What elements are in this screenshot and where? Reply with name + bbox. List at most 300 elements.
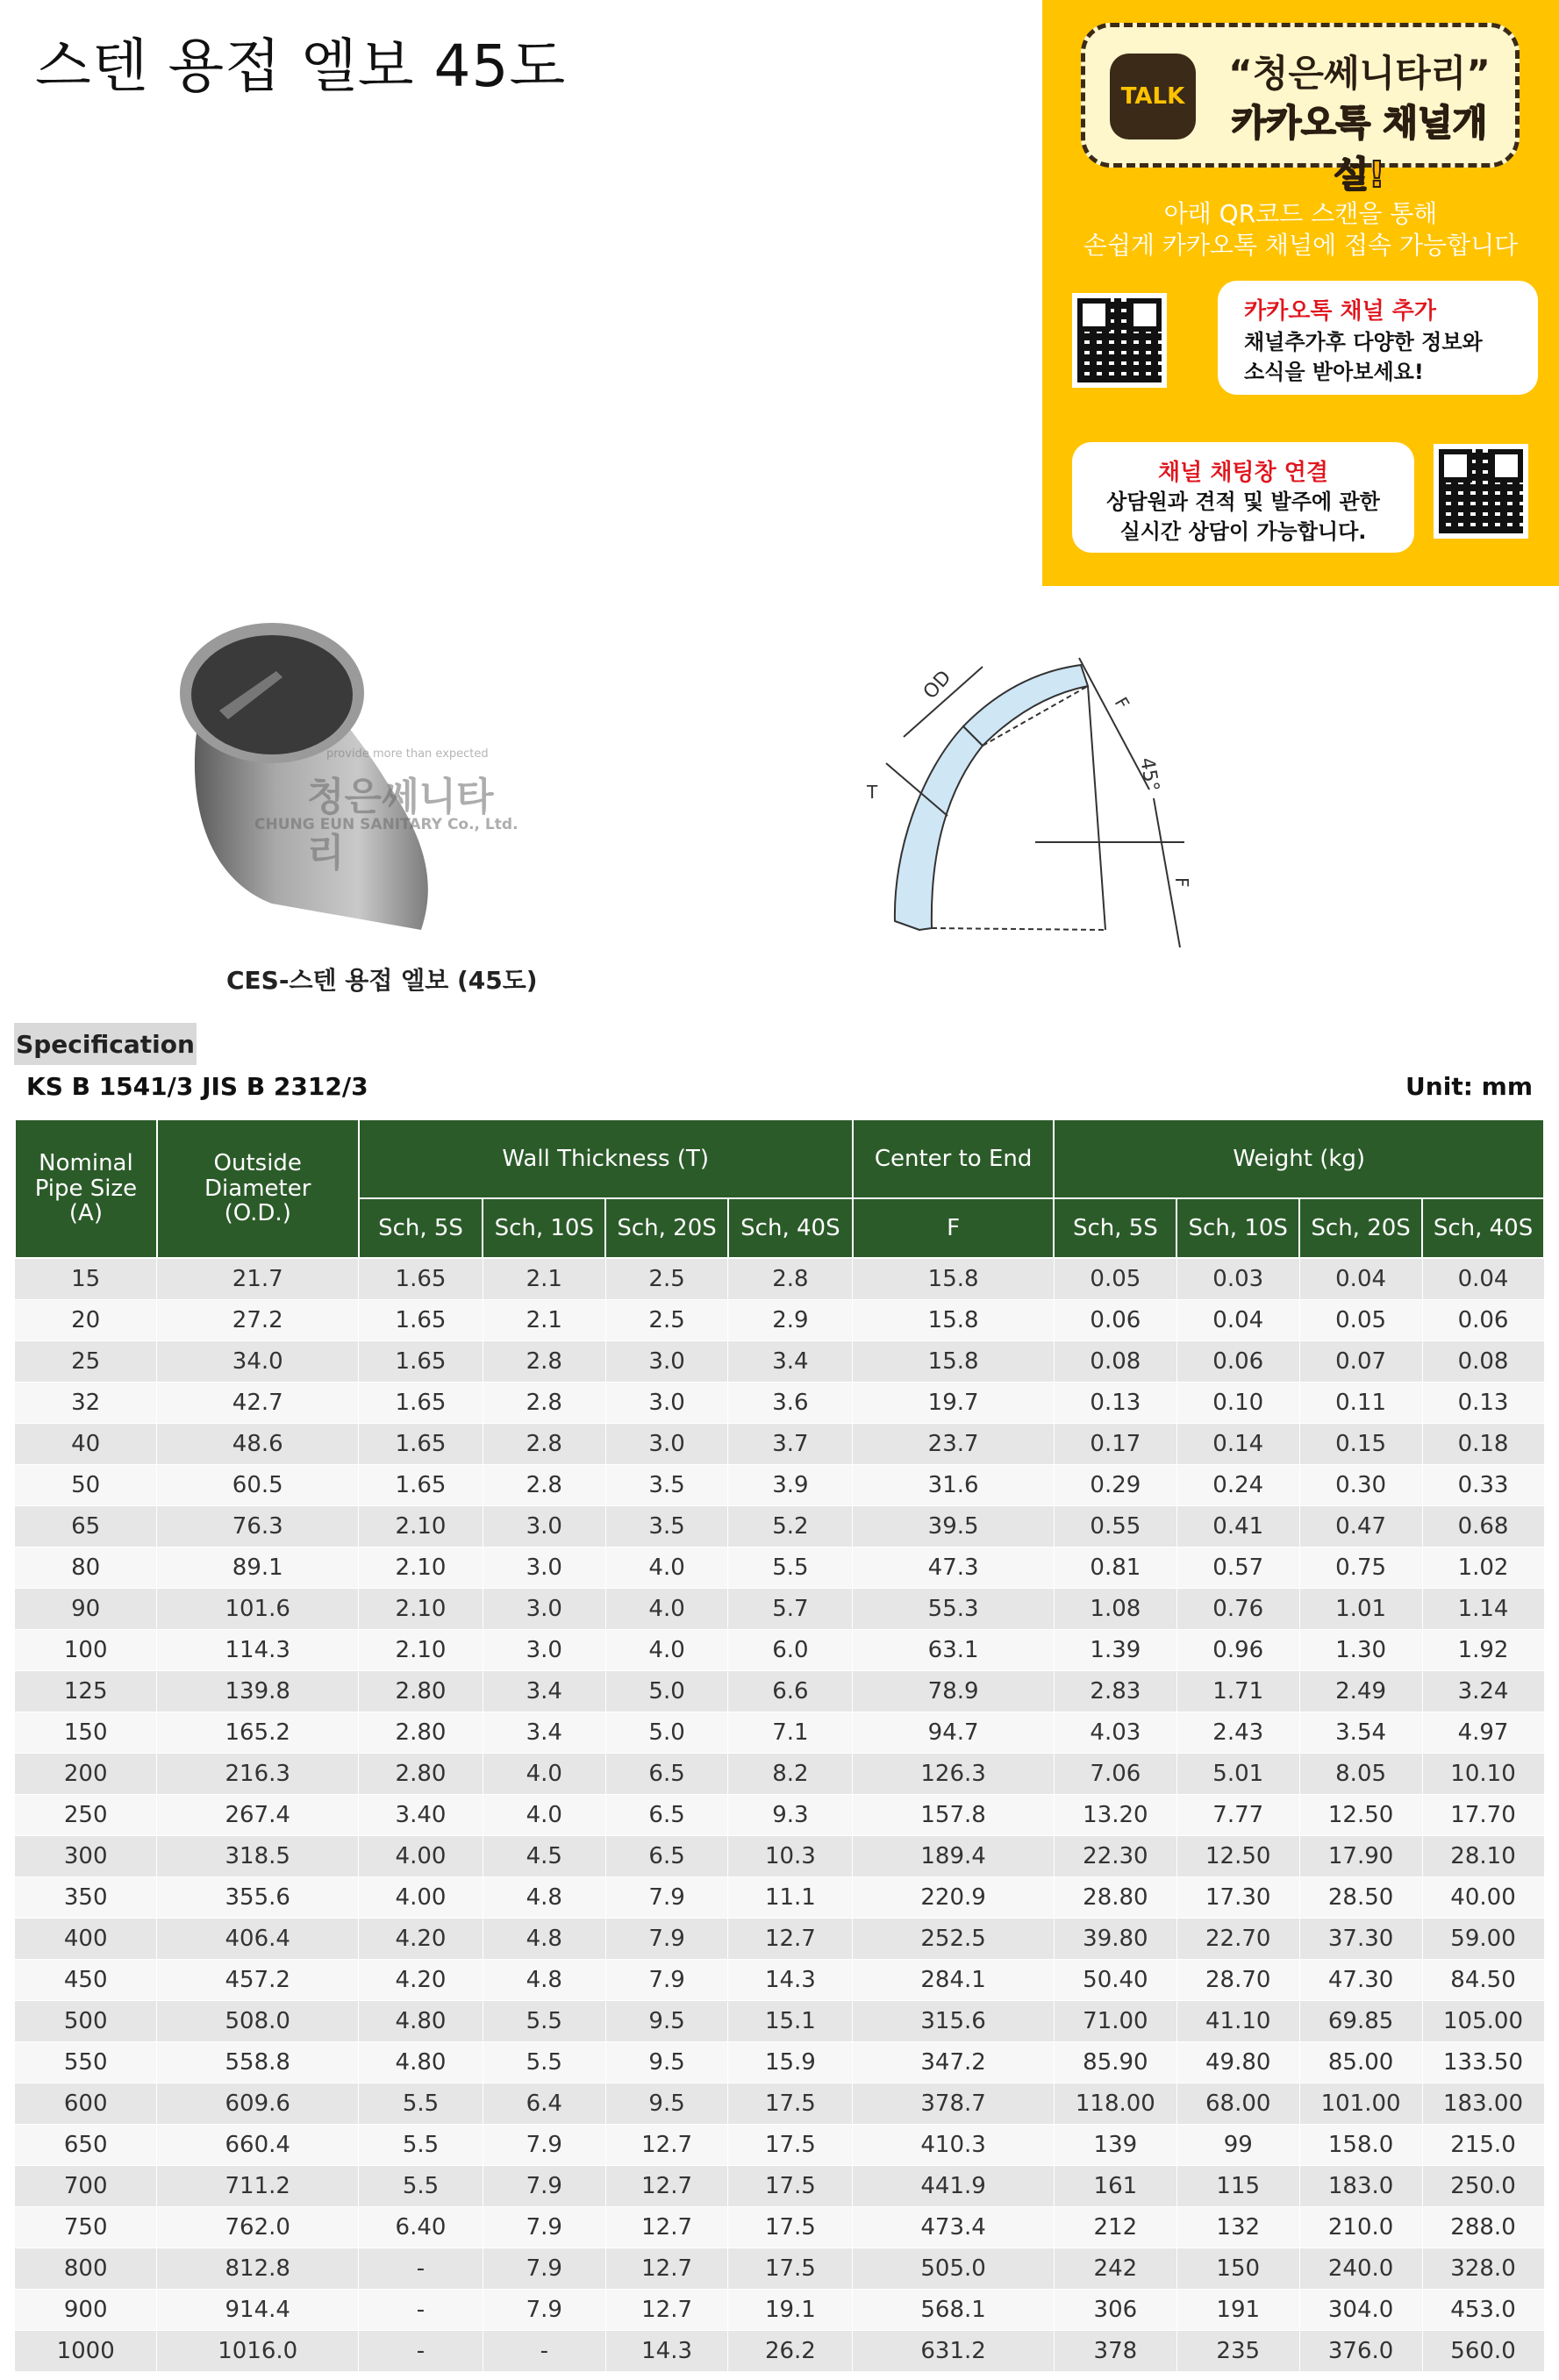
cell-outside-diameter: 21.7 — [157, 1258, 359, 1299]
cell-wall-sch-10s: 7.9 — [483, 2206, 605, 2248]
chat-connect-title: 채널 채팅창 연결 — [1158, 460, 1328, 486]
cell-weight-sch-40s: 0.04 — [1422, 1258, 1544, 1299]
cell-weight-sch-20s: 0.11 — [1299, 1382, 1422, 1423]
cell-weight-sch-40s: 4.97 — [1422, 1712, 1544, 1753]
cell-weight-sch-10s: 0.14 — [1176, 1423, 1299, 1464]
cell-weight-sch-10s: 115 — [1176, 2165, 1299, 2206]
cell-weight-sch-10s: 0.03 — [1176, 1258, 1299, 1299]
cell-wall-sch-5s: 1.65 — [359, 1299, 483, 1340]
diagram-label-od: OD — [919, 666, 956, 704]
header-wall-sch-10s: Sch, 10S — [483, 1198, 605, 1258]
header-nominal-pipe-size — [15, 1119, 157, 1258]
cell-center-to-end-f: 23.7 — [853, 1423, 1055, 1464]
cell-weight-sch-10s: 0.10 — [1176, 1382, 1299, 1423]
cell-wall-sch-5s: 6.40 — [359, 2206, 483, 2248]
cell-weight-sch-40s: 40.00 — [1422, 1876, 1544, 1918]
cell-wall-sch-5s: - — [359, 2330, 483, 2371]
cell-wall-sch-40s: 7.1 — [728, 1712, 853, 1753]
cell-weight-sch-20s: 85.00 — [1299, 2041, 1422, 2083]
header-outside-line-2: Diameter — [204, 1175, 311, 1202]
cell-weight-sch-40s: 84.50 — [1422, 1959, 1544, 2000]
cell-center-to-end-f: 568.1 — [853, 2289, 1055, 2330]
cell-nominal-size: 1000 — [15, 2330, 157, 2371]
cell-wall-sch-40s: 17.5 — [728, 2165, 853, 2206]
table-row — [15, 1670, 1544, 1712]
cell-nominal-size: 25 — [15, 1340, 157, 1382]
cell-wall-sch-5s: 2.10 — [359, 1629, 483, 1670]
cell-weight-sch-40s: 0.68 — [1422, 1505, 1544, 1547]
cell-weight-sch-40s: 183.00 — [1422, 2083, 1544, 2124]
cell-nominal-size: 350 — [15, 1876, 157, 1918]
cell-wall-sch-20s: 6.5 — [605, 1794, 728, 1835]
specification-table — [14, 1119, 1545, 2372]
table-row — [15, 2206, 1544, 2248]
cell-weight-sch-20s: 0.75 — [1299, 1547, 1422, 1588]
cell-weight-sch-10s: 5.01 — [1176, 1753, 1299, 1794]
cell-wall-sch-5s: 1.65 — [359, 1340, 483, 1382]
scan-instruction-line-1: 아래 QR코드 스캔을 통해 — [1163, 199, 1438, 228]
specification-table-body — [15, 1258, 1544, 2371]
cell-weight-sch-5s: 0.81 — [1054, 1547, 1176, 1588]
cell-nominal-size: 150 — [15, 1712, 157, 1753]
cell-weight-sch-40s: 0.13 — [1422, 1382, 1544, 1423]
cell-nominal-size: 200 — [15, 1753, 157, 1794]
cell-wall-sch-5s: - — [359, 2289, 483, 2330]
cell-weight-sch-40s: 0.18 — [1422, 1423, 1544, 1464]
table-row — [15, 2124, 1544, 2165]
cell-weight-sch-20s: 28.50 — [1299, 1876, 1422, 1918]
cell-outside-diameter: 558.8 — [157, 2041, 359, 2083]
cell-weight-sch-20s: 101.00 — [1299, 2083, 1422, 2124]
table-row — [15, 2165, 1544, 2206]
cell-nominal-size: 550 — [15, 2041, 157, 2083]
cell-nominal-size: 32 — [15, 1382, 157, 1423]
cell-weight-sch-10s: 150 — [1176, 2248, 1299, 2289]
cell-center-to-end-f: 220.9 — [853, 1876, 1055, 1918]
kakao-talk-icon: TALK — [1110, 54, 1196, 139]
cell-weight-sch-20s: 3.54 — [1299, 1712, 1422, 1753]
cell-nominal-size: 20 — [15, 1299, 157, 1340]
cell-wall-sch-5s: 1.65 — [359, 1423, 483, 1464]
cell-outside-diameter: 48.6 — [157, 1423, 359, 1464]
table-row — [15, 1959, 1544, 2000]
cell-nominal-size: 65 — [15, 1505, 157, 1547]
table-row — [15, 1876, 1544, 1918]
cell-weight-sch-40s: 0.08 — [1422, 1340, 1544, 1382]
cell-wall-sch-5s: 5.5 — [359, 2165, 483, 2206]
cell-wall-sch-40s: 15.1 — [728, 2000, 853, 2041]
cell-center-to-end-f: 94.7 — [853, 1712, 1055, 1753]
cell-weight-sch-20s: 0.04 — [1299, 1258, 1422, 1299]
cell-outside-diameter: 812.8 — [157, 2248, 359, 2289]
watermark-name: 청은쎄니타리 — [307, 775, 494, 876]
cell-wall-sch-5s: 2.10 — [359, 1588, 483, 1629]
cell-weight-sch-20s: 304.0 — [1299, 2289, 1422, 2330]
add-channel-card[interactable] — [1218, 281, 1538, 395]
cell-wall-sch-40s: 2.8 — [728, 1258, 853, 1299]
specification-tab: Specification — [14, 1023, 197, 1065]
cell-nominal-size: 40 — [15, 1423, 157, 1464]
cell-nominal-size: 125 — [15, 1670, 157, 1712]
diagram-label-angle: 45° — [1135, 755, 1163, 794]
cell-wall-sch-20s: 9.5 — [605, 2041, 728, 2083]
cell-weight-sch-40s: 560.0 — [1422, 2330, 1544, 2371]
cell-wall-sch-20s: 5.0 — [605, 1670, 728, 1712]
cell-wall-sch-40s: 17.5 — [728, 2206, 853, 2248]
kakao-subheadline: 카카오톡 채널개설! — [1231, 102, 1488, 196]
cell-wall-sch-20s: 9.5 — [605, 2000, 728, 2041]
cell-weight-sch-20s: 8.05 — [1299, 1753, 1422, 1794]
cell-wall-sch-10s: 2.8 — [483, 1340, 605, 1382]
cell-weight-sch-5s: 50.40 — [1054, 1959, 1176, 2000]
cell-wall-sch-10s: 4.8 — [483, 1918, 605, 1959]
diagram-label-f-top: F — [1110, 693, 1134, 713]
kakao-banner-header — [1081, 23, 1520, 196]
cell-wall-sch-40s: 2.9 — [728, 1299, 853, 1340]
cell-outside-diameter: 42.7 — [157, 1382, 359, 1423]
header-wall-sch-40s: Sch, 40S — [728, 1198, 853, 1258]
cell-outside-diameter: 1016.0 — [157, 2330, 359, 2371]
cell-wall-sch-20s: 6.5 — [605, 1753, 728, 1794]
table-row — [15, 1918, 1544, 1959]
chat-connect-text-2: 실시간 상담이 가능합니다. — [1119, 519, 1367, 544]
cell-weight-sch-10s: 68.00 — [1176, 2083, 1299, 2124]
cell-outside-diameter: 114.3 — [157, 1629, 359, 1670]
table-row — [15, 2289, 1544, 2330]
cell-outside-diameter: 355.6 — [157, 1876, 359, 1918]
cell-weight-sch-5s: 118.00 — [1054, 2083, 1176, 2124]
qr-code-icon-add-channel[interactable] — [1072, 293, 1167, 388]
cell-wall-sch-10s: 6.4 — [483, 2083, 605, 2124]
cell-outside-diameter: 60.5 — [157, 1464, 359, 1505]
cell-weight-sch-10s: 1.71 — [1176, 1670, 1299, 1712]
diagram-label-t: T — [867, 782, 878, 803]
cell-wall-sch-20s: 12.7 — [605, 2165, 728, 2206]
cell-nominal-size: 450 — [15, 1959, 157, 2000]
cell-wall-sch-5s: 1.65 — [359, 1464, 483, 1505]
cell-wall-sch-5s: 5.5 — [359, 2124, 483, 2165]
cell-weight-sch-5s: 378 — [1054, 2330, 1176, 2371]
cell-outside-diameter: 101.6 — [157, 1588, 359, 1629]
cell-wall-sch-10s: 3.0 — [483, 1629, 605, 1670]
cell-wall-sch-10s: 4.0 — [483, 1794, 605, 1835]
cell-outside-diameter: 34.0 — [157, 1340, 359, 1382]
table-row — [15, 1629, 1544, 1670]
cell-wall-sch-10s: 4.0 — [483, 1753, 605, 1794]
table-row — [15, 1340, 1544, 1382]
cell-outside-diameter: 89.1 — [157, 1547, 359, 1588]
cell-nominal-size: 15 — [15, 1258, 157, 1299]
cell-wall-sch-10s: 5.5 — [483, 2000, 605, 2041]
cell-center-to-end-f: 410.3 — [853, 2124, 1055, 2165]
cell-nominal-size: 50 — [15, 1464, 157, 1505]
cell-weight-sch-40s: 1.92 — [1422, 1629, 1544, 1670]
add-channel-title: 카카오톡 채널 추가 — [1244, 298, 1437, 325]
cell-nominal-size: 250 — [15, 1794, 157, 1835]
header-wall-sch-5s: Sch, 5S — [359, 1198, 483, 1258]
cell-weight-sch-5s: 242 — [1054, 2248, 1176, 2289]
cell-wall-sch-5s: 4.80 — [359, 2000, 483, 2041]
table-row — [15, 1382, 1544, 1423]
cell-weight-sch-20s: 17.90 — [1299, 1835, 1422, 1876]
cell-center-to-end-f: 126.3 — [853, 1753, 1055, 1794]
header-center-to-end: Center to End — [853, 1119, 1055, 1198]
qr-code-icon-chat[interactable] — [1434, 444, 1528, 539]
table-row — [15, 1299, 1544, 1340]
cell-wall-sch-10s: 2.1 — [483, 1299, 605, 1340]
cell-wall-sch-20s: 7.9 — [605, 1876, 728, 1918]
cell-weight-sch-10s: 235 — [1176, 2330, 1299, 2371]
cell-nominal-size: 800 — [15, 2248, 157, 2289]
standard-reference: KS B 1541/3 JIS B 2312/3 — [26, 1072, 368, 1101]
cell-weight-sch-40s: 453.0 — [1422, 2289, 1544, 2330]
cell-wall-sch-40s: 3.9 — [728, 1464, 853, 1505]
cell-wall-sch-10s: 7.9 — [483, 2165, 605, 2206]
cell-outside-diameter: 508.0 — [157, 2000, 359, 2041]
cell-weight-sch-20s: 240.0 — [1299, 2248, 1422, 2289]
cell-wall-sch-20s: 4.0 — [605, 1629, 728, 1670]
cell-weight-sch-5s: 7.06 — [1054, 1753, 1176, 1794]
cell-weight-sch-20s: 69.85 — [1299, 2000, 1422, 2041]
cell-weight-sch-10s: 28.70 — [1176, 1959, 1299, 2000]
cell-weight-sch-20s: 0.05 — [1299, 1299, 1422, 1340]
cell-weight-sch-40s: 17.70 — [1422, 1794, 1544, 1835]
chat-connect-card[interactable] — [1072, 442, 1414, 553]
cell-weight-sch-10s: 0.57 — [1176, 1547, 1299, 1588]
cell-weight-sch-20s: 210.0 — [1299, 2206, 1422, 2248]
cell-weight-sch-5s: 22.30 — [1054, 1835, 1176, 1876]
cell-weight-sch-40s: 250.0 — [1422, 2165, 1544, 2206]
cell-wall-sch-5s: 4.20 — [359, 1918, 483, 1959]
cell-weight-sch-40s: 288.0 — [1422, 2206, 1544, 2248]
header-weight-sch-20s: Sch, 20S — [1299, 1198, 1422, 1258]
cell-center-to-end-f: 15.8 — [853, 1258, 1055, 1299]
cell-nominal-size: 100 — [15, 1629, 157, 1670]
cell-weight-sch-40s: 10.10 — [1422, 1753, 1544, 1794]
cell-wall-sch-5s: 4.20 — [359, 1959, 483, 2000]
cell-weight-sch-40s: 1.14 — [1422, 1588, 1544, 1629]
cell-wall-sch-5s: 2.10 — [359, 1505, 483, 1547]
cell-weight-sch-5s: 0.17 — [1054, 1423, 1176, 1464]
cell-weight-sch-5s: 306 — [1054, 2289, 1176, 2330]
table-row — [15, 1505, 1544, 1547]
cell-wall-sch-40s: 17.5 — [728, 2248, 853, 2289]
table-row — [15, 1547, 1544, 1588]
cell-wall-sch-20s: 3.0 — [605, 1340, 728, 1382]
cell-wall-sch-40s: 19.1 — [728, 2289, 853, 2330]
cell-center-to-end-f: 631.2 — [853, 2330, 1055, 2371]
cell-outside-diameter: 609.6 — [157, 2083, 359, 2124]
cell-wall-sch-10s: 4.8 — [483, 1876, 605, 1918]
cell-weight-sch-5s: 212 — [1054, 2206, 1176, 2248]
cell-center-to-end-f: 39.5 — [853, 1505, 1055, 1547]
cell-wall-sch-20s: 6.5 — [605, 1835, 728, 1876]
cell-outside-diameter: 76.3 — [157, 1505, 359, 1547]
cell-weight-sch-20s: 183.0 — [1299, 2165, 1422, 2206]
header-wall-thickness: Wall Thickness (T) — [359, 1119, 853, 1198]
cell-wall-sch-10s: 7.9 — [483, 2248, 605, 2289]
cell-weight-sch-40s: 59.00 — [1422, 1918, 1544, 1959]
cell-wall-sch-10s: 5.5 — [483, 2041, 605, 2083]
header-nominal-line-3: (A) — [68, 1200, 103, 1227]
header-nominal-line-1: Nominal — [39, 1150, 133, 1177]
cell-wall-sch-40s: 5.5 — [728, 1547, 853, 1588]
cell-weight-sch-10s: 2.43 — [1176, 1712, 1299, 1753]
table-row — [15, 2083, 1544, 2124]
cell-weight-sch-40s: 1.02 — [1422, 1547, 1544, 1588]
cell-center-to-end-f: 441.9 — [853, 2165, 1055, 2206]
cell-weight-sch-40s: 0.33 — [1422, 1464, 1544, 1505]
cell-wall-sch-40s: 10.3 — [728, 1835, 853, 1876]
cell-weight-sch-20s: 0.15 — [1299, 1423, 1422, 1464]
cell-center-to-end-f: 378.7 — [853, 2083, 1055, 2124]
cell-weight-sch-20s: 2.49 — [1299, 1670, 1422, 1712]
cell-nominal-size: 750 — [15, 2206, 157, 2248]
cell-weight-sch-10s: 0.06 — [1176, 1340, 1299, 1382]
table-row — [15, 1835, 1544, 1876]
cell-wall-sch-40s: 26.2 — [728, 2330, 853, 2371]
cell-wall-sch-40s: 3.7 — [728, 1423, 853, 1464]
chat-connect-text-1: 상담원과 견적 및 발주에 관한 — [1106, 490, 1380, 514]
cell-weight-sch-10s: 22.70 — [1176, 1918, 1299, 1959]
cell-wall-sch-40s: 14.3 — [728, 1959, 853, 2000]
scan-instruction-line-2: 손쉽게 카카오톡 채널에 접속 가능합니다 — [1083, 231, 1519, 260]
cell-wall-sch-20s: 14.3 — [605, 2330, 728, 2371]
cell-outside-diameter: 711.2 — [157, 2165, 359, 2206]
cell-wall-sch-20s: 4.0 — [605, 1588, 728, 1629]
cell-wall-sch-5s: 2.80 — [359, 1670, 483, 1712]
header-outside-line-3: (O.D.) — [224, 1200, 291, 1227]
header-weight-sch-5s: Sch, 5S — [1054, 1198, 1176, 1258]
cell-wall-sch-40s: 17.5 — [728, 2124, 853, 2165]
table-row — [15, 2000, 1544, 2041]
cell-wall-sch-5s: 1.65 — [359, 1258, 483, 1299]
cell-center-to-end-f: 284.1 — [853, 1959, 1055, 2000]
cell-wall-sch-20s: 3.5 — [605, 1464, 728, 1505]
cell-weight-sch-5s: 0.55 — [1054, 1505, 1176, 1547]
cell-outside-diameter: 914.4 — [157, 2289, 359, 2330]
cell-center-to-end-f: 189.4 — [853, 1835, 1055, 1876]
cell-wall-sch-10s: 2.8 — [483, 1423, 605, 1464]
watermark-english: CHUNG EUN SANITARY Co., Ltd. — [254, 816, 518, 833]
cell-wall-sch-40s: 3.6 — [728, 1382, 853, 1423]
cell-outside-diameter: 406.4 — [157, 1918, 359, 1959]
cell-weight-sch-40s: 3.24 — [1422, 1670, 1544, 1712]
cell-weight-sch-5s: 13.20 — [1054, 1794, 1176, 1835]
cell-weight-sch-10s: 0.41 — [1176, 1505, 1299, 1547]
cell-weight-sch-40s: 215.0 — [1422, 2124, 1544, 2165]
cell-weight-sch-10s: 7.77 — [1176, 1794, 1299, 1835]
cell-weight-sch-10s: 0.76 — [1176, 1588, 1299, 1629]
diagram-label-f-side: F — [1171, 877, 1192, 888]
page-title: 스텐 용접 엘보 45도 — [35, 32, 567, 100]
cell-weight-sch-20s: 1.30 — [1299, 1629, 1422, 1670]
table-row — [15, 1423, 1544, 1464]
table-row — [15, 2248, 1544, 2289]
cell-wall-sch-20s: 3.0 — [605, 1423, 728, 1464]
cell-center-to-end-f: 31.6 — [853, 1464, 1055, 1505]
cell-weight-sch-20s: 376.0 — [1299, 2330, 1422, 2371]
cell-wall-sch-20s: 4.0 — [605, 1547, 728, 1588]
table-row — [15, 1712, 1544, 1753]
cell-outside-diameter: 762.0 — [157, 2206, 359, 2248]
cell-weight-sch-5s: 0.13 — [1054, 1382, 1176, 1423]
cell-wall-sch-5s: 2.10 — [359, 1547, 483, 1588]
company-watermark — [123, 747, 526, 876]
cell-center-to-end-f: 252.5 — [853, 1918, 1055, 1959]
kakao-channel-banner[interactable] — [1042, 0, 1559, 586]
cell-outside-diameter: 457.2 — [157, 1959, 359, 2000]
cell-center-to-end-f: 47.3 — [853, 1547, 1055, 1588]
cell-wall-sch-5s: 5.5 — [359, 2083, 483, 2124]
cell-wall-sch-5s: 4.00 — [359, 1835, 483, 1876]
cell-outside-diameter: 318.5 — [157, 1835, 359, 1876]
cell-weight-sch-5s: 4.03 — [1054, 1712, 1176, 1753]
cell-weight-sch-10s: 12.50 — [1176, 1835, 1299, 1876]
unit-label: Unit: mm — [1405, 1072, 1533, 1101]
cell-center-to-end-f: 15.8 — [853, 1299, 1055, 1340]
cell-wall-sch-5s: 2.80 — [359, 1712, 483, 1753]
header-outside-line-1: Outside — [213, 1150, 302, 1177]
cell-center-to-end-f: 473.4 — [853, 2206, 1055, 2248]
cell-nominal-size: 80 — [15, 1547, 157, 1588]
table-row — [15, 1794, 1544, 1835]
cell-nominal-size: 400 — [15, 1918, 157, 1959]
cell-wall-sch-20s: 12.7 — [605, 2248, 728, 2289]
cell-wall-sch-20s: 2.5 — [605, 1299, 728, 1340]
cell-wall-sch-20s: 12.7 — [605, 2206, 728, 2248]
cell-wall-sch-10s: 3.4 — [483, 1712, 605, 1753]
cell-weight-sch-20s: 0.47 — [1299, 1505, 1422, 1547]
cell-weight-sch-10s: 49.80 — [1176, 2041, 1299, 2083]
cell-weight-sch-40s: 328.0 — [1422, 2248, 1544, 2289]
cell-wall-sch-5s: - — [359, 2248, 483, 2289]
cell-wall-sch-40s: 11.1 — [728, 1876, 853, 1918]
cell-weight-sch-20s: 1.01 — [1299, 1588, 1422, 1629]
cell-wall-sch-20s: 3.5 — [605, 1505, 728, 1547]
cell-weight-sch-40s: 0.06 — [1422, 1299, 1544, 1340]
cell-weight-sch-40s: 28.10 — [1422, 1835, 1544, 1876]
cell-wall-sch-40s: 5.7 — [728, 1588, 853, 1629]
cell-wall-sch-10s: 2.1 — [483, 1258, 605, 1299]
add-channel-text-2: 소식을 받아보세요! — [1244, 360, 1424, 384]
cell-center-to-end-f: 505.0 — [853, 2248, 1055, 2289]
table-row — [15, 1588, 1544, 1629]
cell-weight-sch-10s: 132 — [1176, 2206, 1299, 2248]
cell-wall-sch-10s: 3.0 — [483, 1547, 605, 1588]
cell-center-to-end-f: 55.3 — [853, 1588, 1055, 1629]
cell-wall-sch-10s: 4.8 — [483, 1959, 605, 2000]
cell-wall-sch-5s: 1.65 — [359, 1382, 483, 1423]
cell-wall-sch-40s: 8.2 — [728, 1753, 853, 1794]
cell-weight-sch-5s: 39.80 — [1054, 1918, 1176, 1959]
table-row — [15, 2041, 1544, 2083]
table-row — [15, 2330, 1544, 2371]
cell-nominal-size: 700 — [15, 2165, 157, 2206]
cell-nominal-size: 500 — [15, 2000, 157, 2041]
cell-wall-sch-10s: 2.8 — [483, 1464, 605, 1505]
cell-wall-sch-20s: 7.9 — [605, 1959, 728, 2000]
table-row — [15, 1258, 1544, 1299]
cell-center-to-end-f: 157.8 — [853, 1794, 1055, 1835]
cell-wall-sch-40s: 12.7 — [728, 1918, 853, 1959]
cell-weight-sch-5s: 0.06 — [1054, 1299, 1176, 1340]
cell-wall-sch-10s: 3.0 — [483, 1505, 605, 1547]
cell-outside-diameter: 139.8 — [157, 1670, 359, 1712]
cell-center-to-end-f: 315.6 — [853, 2000, 1055, 2041]
cell-wall-sch-40s: 3.4 — [728, 1340, 853, 1382]
cell-weight-sch-5s: 85.90 — [1054, 2041, 1176, 2083]
